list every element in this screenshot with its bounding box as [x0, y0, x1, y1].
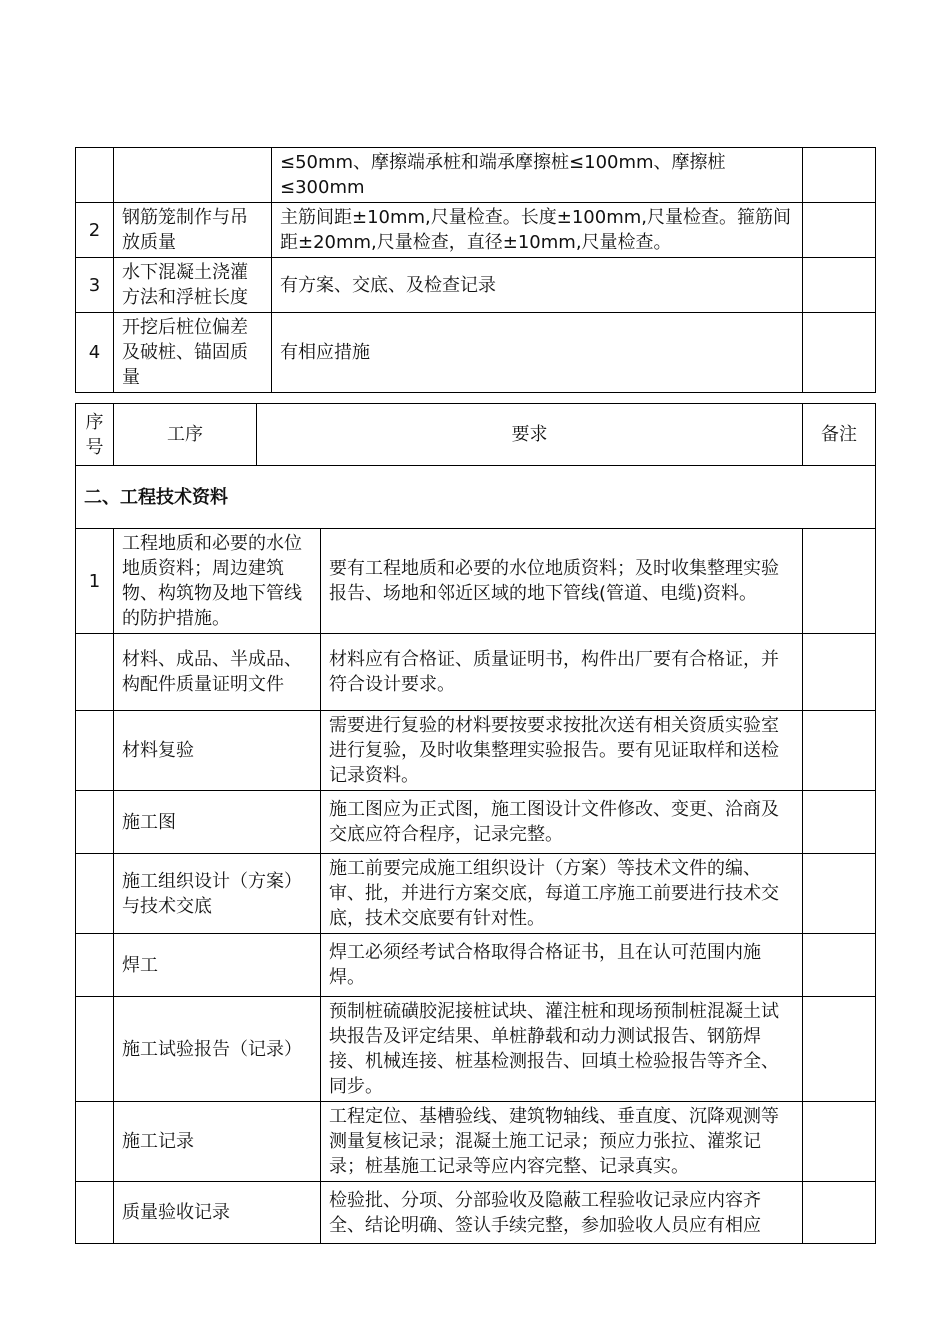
- row-number: [76, 791, 114, 854]
- header-row: [76, 404, 876, 466]
- note-cell: [803, 529, 876, 634]
- row-number: [76, 634, 114, 711]
- header-requirement: 要求: [257, 404, 803, 466]
- note-cell: [803, 791, 876, 854]
- note-cell: [803, 148, 876, 203]
- table-row: [76, 148, 876, 203]
- note-cell: [803, 854, 876, 934]
- note-cell: [803, 711, 876, 791]
- row-number: 2: [76, 203, 114, 258]
- item-cell: 开挖后桩位偏差及破桩、锚固质量: [114, 313, 272, 393]
- requirement-cell: 施工前要完成施工组织设计（方案）等技术文件的编、审、批，并进行方案交底，每道工序施工前要进行技术交底，技术交底要有针对性。: [321, 854, 803, 934]
- header-process: 工序: [114, 404, 257, 466]
- row-number: 3: [76, 258, 114, 313]
- table-row: [76, 634, 876, 711]
- table-row: [76, 854, 876, 934]
- row-number: [76, 711, 114, 791]
- note-cell: [803, 1182, 876, 1244]
- technical-docs-table: [75, 528, 876, 1244]
- requirement-cell: 材料应有合格证、质量证明书，构件出厂要有合格证，并符合设计要求。: [321, 634, 803, 711]
- item-cell: [114, 148, 272, 203]
- item-cell: 质量验收记录: [114, 1182, 321, 1244]
- requirement-cell: 焊工必须经考试合格取得合格证书，且在认可范围内施焊。: [321, 934, 803, 997]
- table-row: [76, 711, 876, 791]
- note-cell: [803, 997, 876, 1102]
- note-cell: [803, 313, 876, 393]
- requirement-cell: 有方案、交底、及检查记录: [272, 258, 803, 313]
- note-cell: [803, 934, 876, 997]
- technical-docs-header-table: [75, 403, 876, 529]
- requirement-cell: 需要进行复验的材料要按要求按批次送有相关资质实验室进行复验，及时收集整理实验报告。要有见证取样和送检记录资料。: [321, 711, 803, 791]
- item-cell: 施工图: [114, 791, 321, 854]
- section-title: 二、工程技术资料: [76, 466, 876, 529]
- item-cell: 施工组织设计（方案）与技术交底: [114, 854, 321, 934]
- note-cell: [803, 1102, 876, 1182]
- item-cell: 工程地质和必要的水位地质资料；周边建筑物、构筑物及地下管线的防护措施。: [114, 529, 321, 634]
- item-cell: 材料、成品、半成品、构配件质量证明文件: [114, 634, 321, 711]
- row-number: [76, 997, 114, 1102]
- table-row: [76, 997, 876, 1102]
- note-cell: [803, 258, 876, 313]
- table-row: [76, 258, 876, 313]
- item-cell: 焊工: [114, 934, 321, 997]
- note-cell: [803, 203, 876, 258]
- section-row: [76, 466, 876, 529]
- header-note: 备注: [803, 404, 876, 466]
- item-cell: 施工试验报告（记录）: [114, 997, 321, 1102]
- requirement-cell: 主筋间距±10mm,尺量检查。长度±100mm,尺量检查。箍筋间距±20mm,尺量检查，直径±10mm,尺量检查。: [272, 203, 803, 258]
- table-row: [76, 203, 876, 258]
- item-cell: 水下混凝土浇灌方法和浮桩长度: [114, 258, 272, 313]
- requirement-cell: 检验批、分项、分部验收及隐蔽工程验收记录应内容齐全、结论明确、签认手续完整，参加验收人员应有相应: [321, 1182, 803, 1244]
- table-row: [76, 934, 876, 997]
- row-number: [76, 934, 114, 997]
- table-row: [76, 1102, 876, 1182]
- table-row: [76, 313, 876, 393]
- requirement-cell: 工程定位、基槽验线、建筑物轴线、垂直度、沉降观测等测量复核记录；混凝土施工记录；预应力张拉、灌浆记录；桩基施工记录等应内容完整、记录真实。: [321, 1102, 803, 1182]
- row-number: [76, 854, 114, 934]
- row-number: 4: [76, 313, 114, 393]
- header-number: 序号: [76, 404, 114, 466]
- requirement-cell: ≤50mm、摩擦端承桩和端承摩擦桩≤100mm、摩擦桩≤300mm: [272, 148, 803, 203]
- pile-quality-table: [75, 147, 876, 393]
- table-row: [76, 791, 876, 854]
- row-number: [76, 1182, 114, 1244]
- row-number: [76, 1102, 114, 1182]
- item-cell: 钢筋笼制作与吊放质量: [114, 203, 272, 258]
- requirement-cell: 施工图应为正式图，施工图设计文件修改、变更、洽商及交底应符合程序，记录完整。: [321, 791, 803, 854]
- row-number: 1: [76, 529, 114, 634]
- table-row: [76, 529, 876, 634]
- requirement-cell: 要有工程地质和必要的水位地质资料；及时收集整理实验报告、场地和邻近区域的地下管线(管道、电缆)资料。: [321, 529, 803, 634]
- note-cell: [803, 634, 876, 711]
- table-row: [76, 1182, 876, 1244]
- item-cell: 施工记录: [114, 1102, 321, 1182]
- requirement-cell: 有相应措施: [272, 313, 803, 393]
- row-number: [76, 148, 114, 203]
- item-cell: 材料复验: [114, 711, 321, 791]
- requirement-cell: 预制桩硫磺胶泥接桩试块、灌注桩和现场预制桩混凝土试块报告及评定结果、单桩静载和动力测试报告、钢筋焊接、机械连接、桩基检测报告、回填土检验报告等齐全、同步。: [321, 997, 803, 1102]
